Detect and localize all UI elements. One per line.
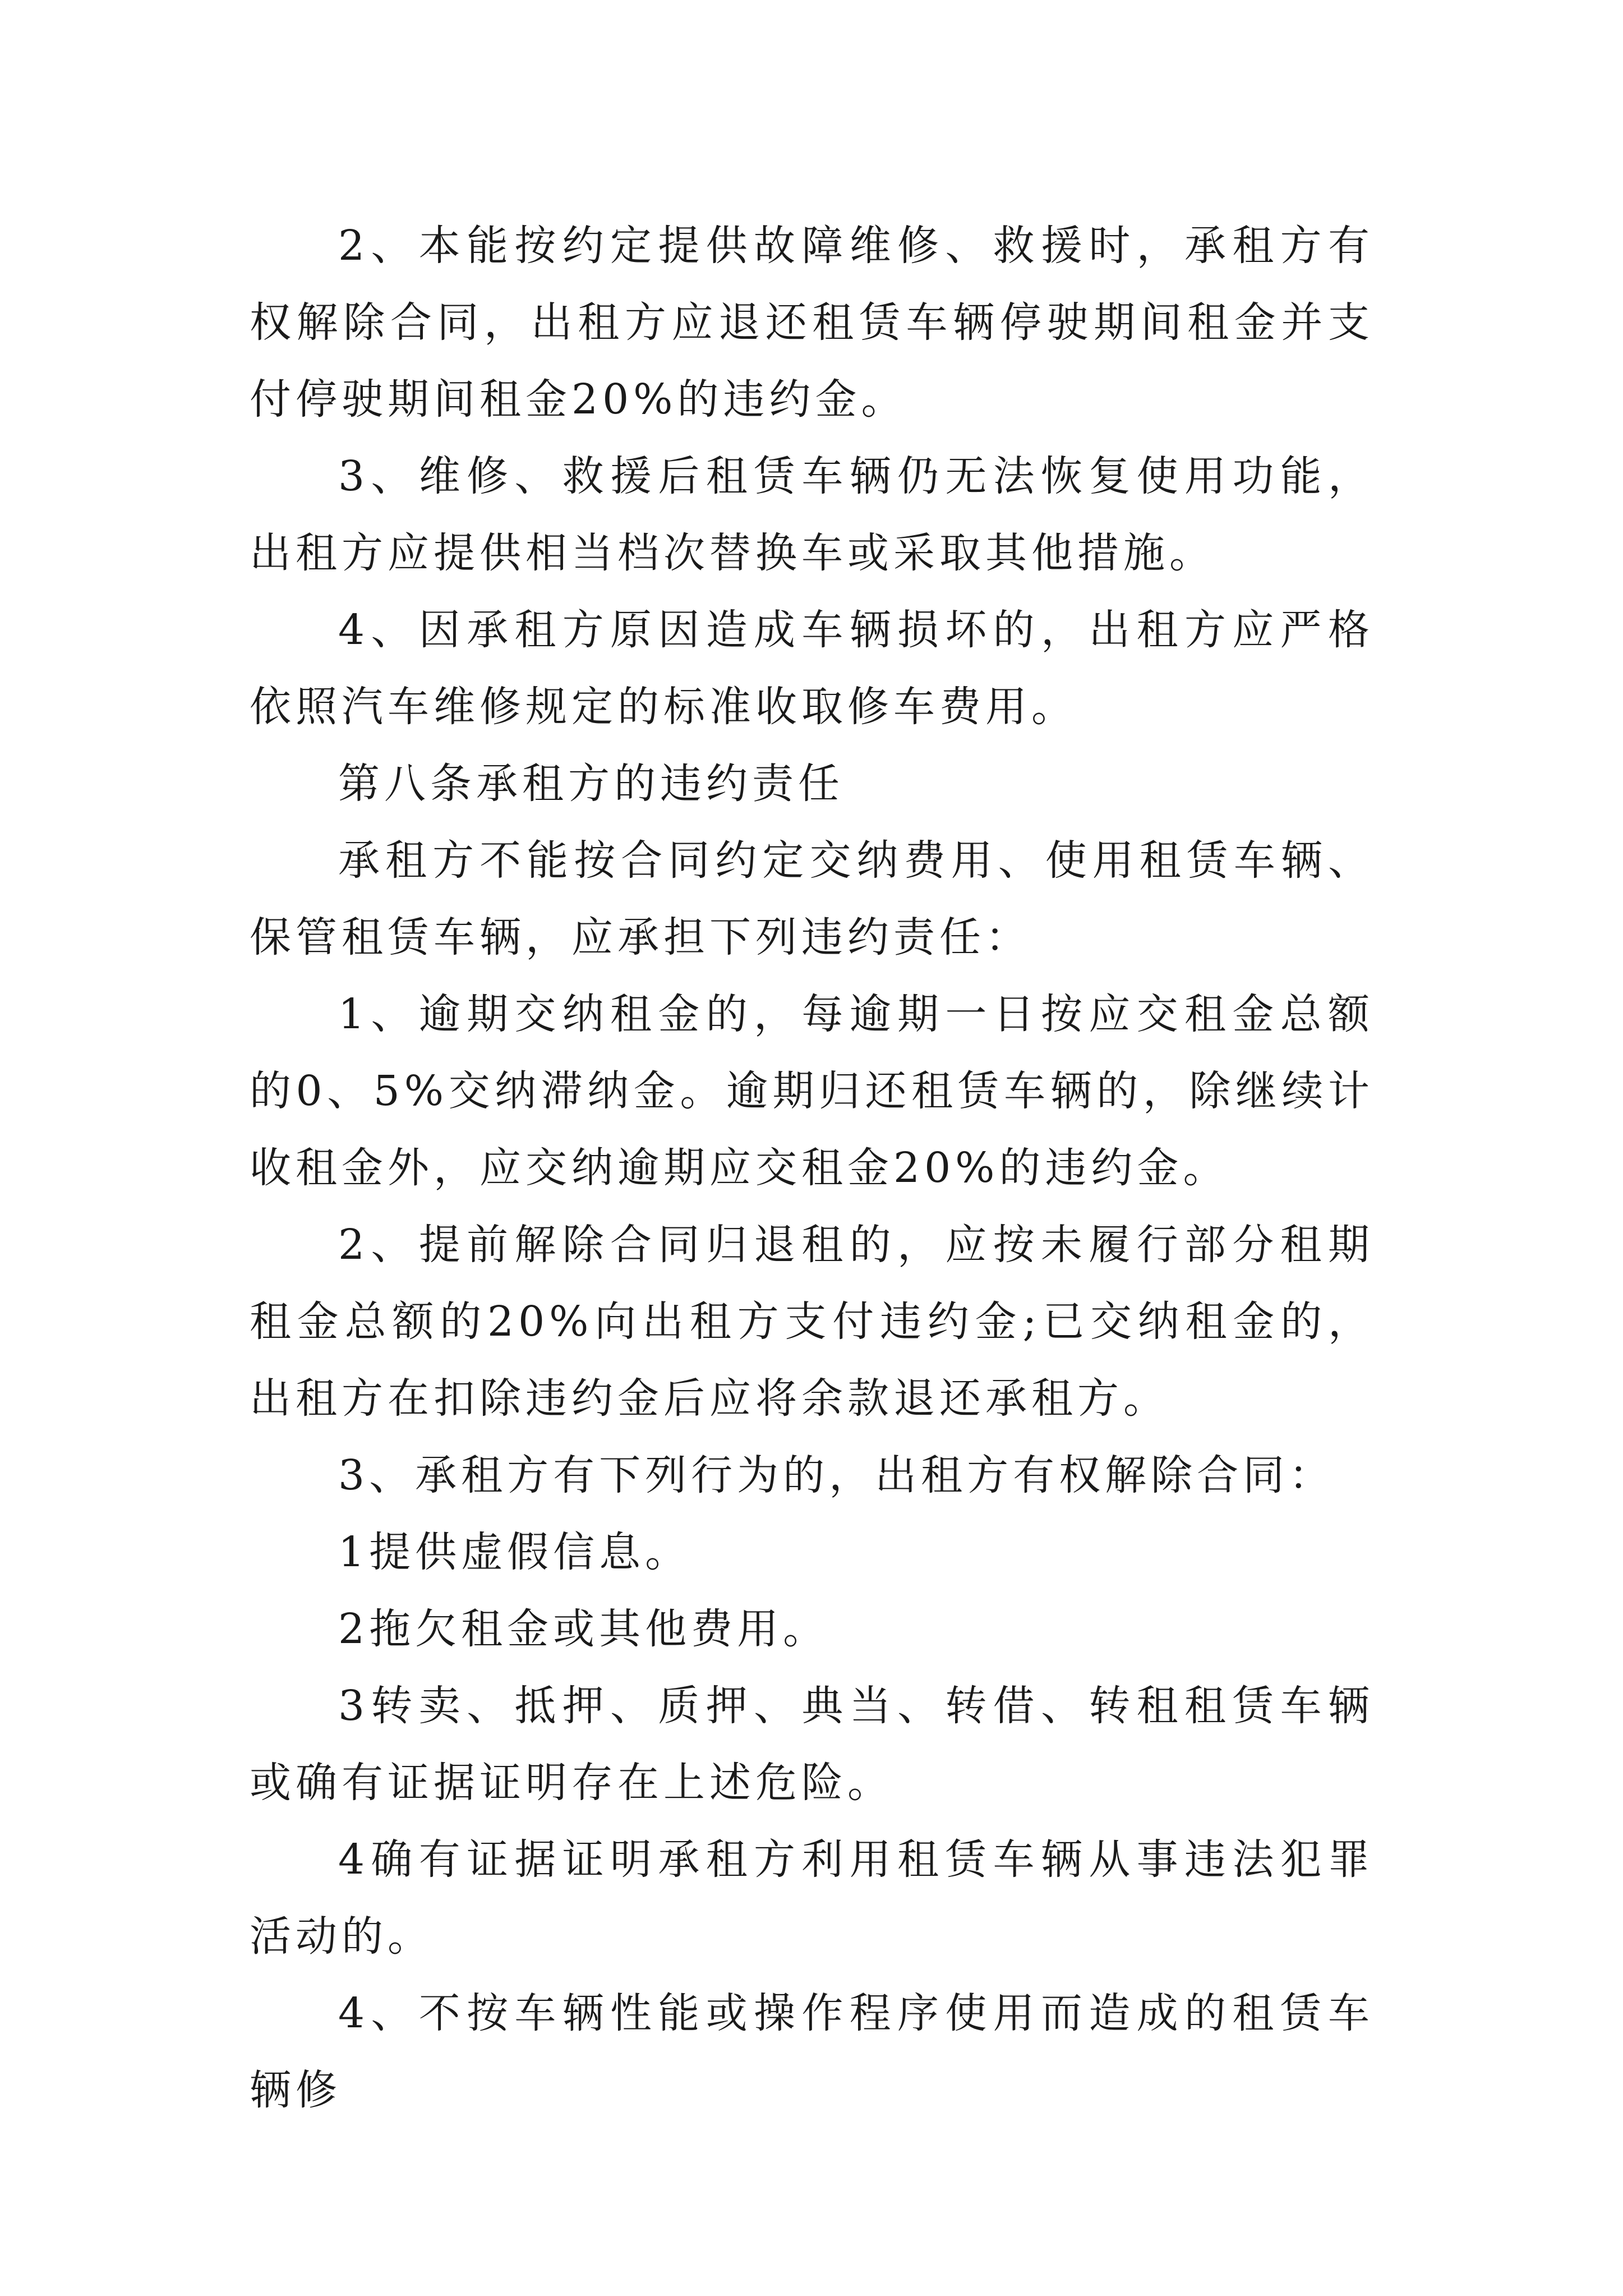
paragraph-clause-1-late-payment: 1、逾期交纳租金的，每逾期一日按应交租金总额的0、5%交纳滞纳金。逾期归还租赁车辆的，除继续计收租金外，应交纳逾期应交租金20%的违约金。 [250,990,1374,1192]
paragraph-clause-2-repair-failure: 2、本能按约定提供故障维修、救援时，承租方有权解除合同，出租方应退还租赁车辆停驶期间租金并支付停驶期间租金20%的违约金。 [250,222,1374,424]
section-heading-article-8: 第八条承租方的违约责任 [338,760,844,808]
list-item-resale-mortgage: 3转卖、抵押、质押、典当、转借、转租租赁车辆或确有证据证明存在上述危险。 [250,1682,1374,1807]
paragraph-clause-4-improper-use: 4、不按车辆性能或操作程序使用而造成的租赁车辆修 [250,1989,1374,2114]
document-body [250,208,1374,2129]
paragraph-lessee-obligations-intro: 承租方不能按合同约定交纳费用、使用租赁车辆、保管租赁车辆，应承担下列违约责任： [250,836,1374,961]
paragraph-clause-3-replacement-vehicle: 3、维修、救援后租赁车辆仍无法恢复使用功能，出租方应提供相当档次替换车或采取其他措施。 [250,452,1374,577]
paragraph-clause-4-damage-repair-fees: 4、因承租方原因造成车辆损坏的，出租方应严格依照汽车维修规定的标准收取修车费用。 [250,606,1374,731]
list-item-false-information: 1提供虚假信息。 [338,1528,691,1576]
list-item-illegal-activity: 4确有证据证明承租方利用租赁车辆从事违法犯罪活动的。 [250,1835,1374,1961]
paragraph-clause-2-early-termination: 2、提前解除合同归退租的，应按未履行部分租期租金总额的20%向出租方支付违约金;已交纳租金的，出租方在扣除违约金后应将余款退还承租方。 [250,1221,1374,1423]
list-item-unpaid-rent: 2拖欠租金或其他费用。 [338,1605,829,1653]
paragraph-clause-3-termination-rights: 3、承租方有下列行为的，出租方有权解除合同： [338,1451,1335,1499]
